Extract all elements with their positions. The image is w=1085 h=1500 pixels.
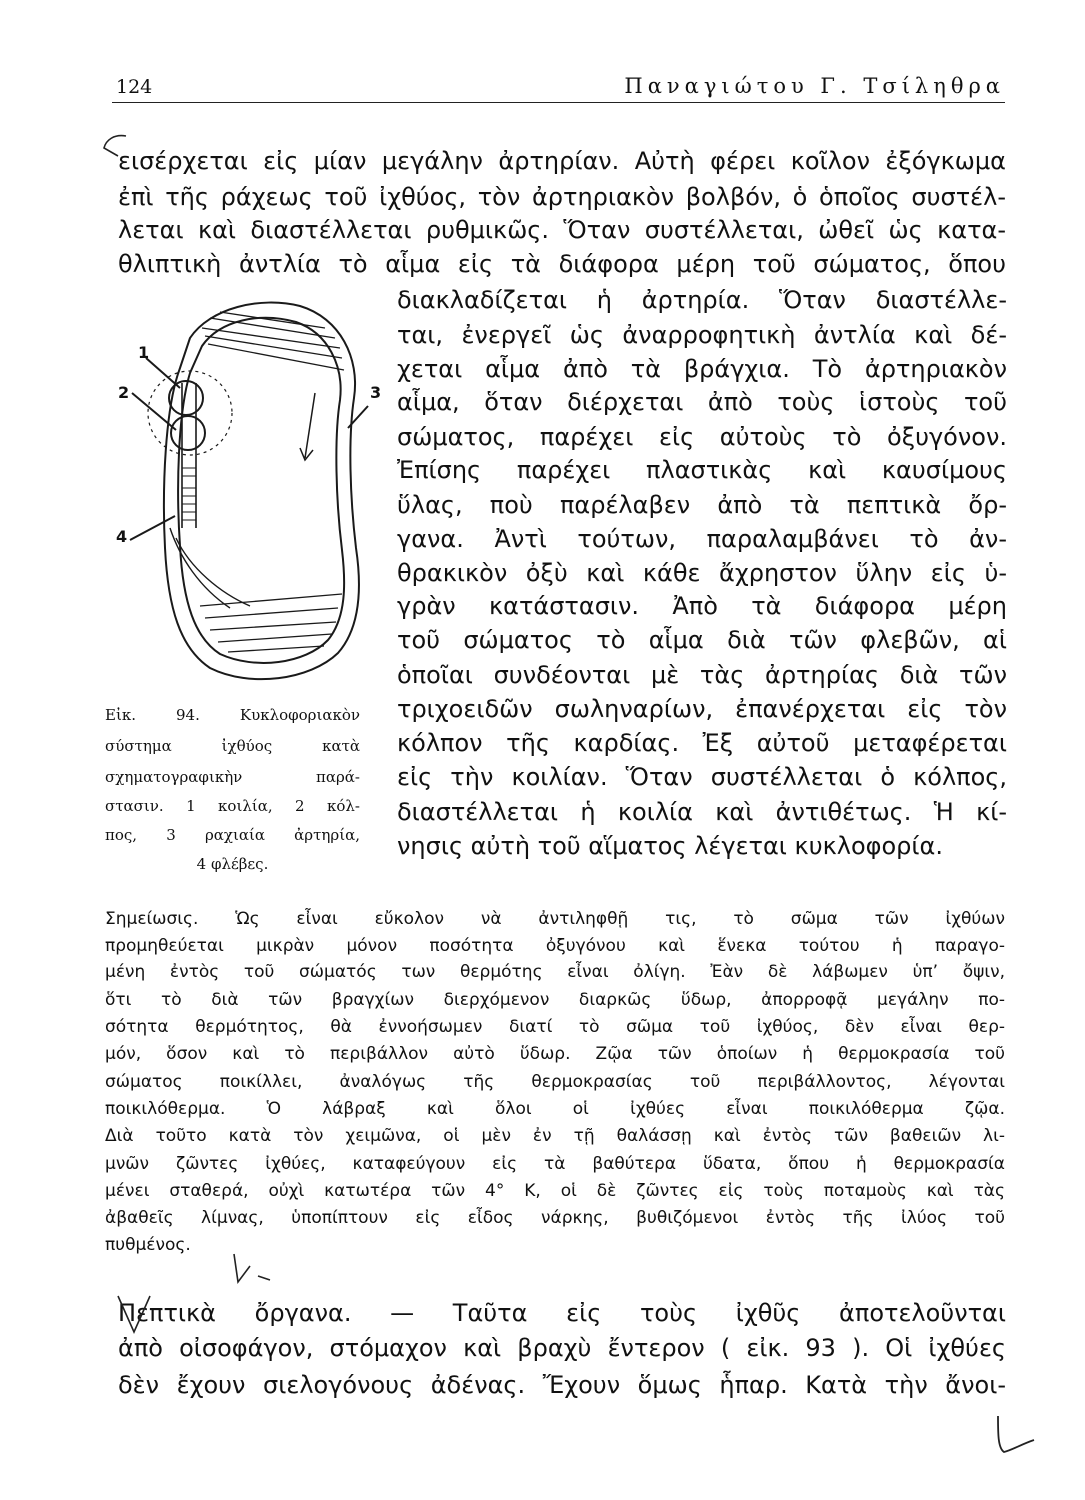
page-header: [112, 72, 1005, 103]
body-line: γρὰν κατάστασιν. Ἀπὸ τὰ διάφορα μέρη: [397, 592, 1007, 620]
pen-mark-bottom: [112, 1292, 162, 1338]
body-line: δὲν ἔχουν σιελογόνους ἀδένας. Ἔχουν ὅμως ἧπαρ. Κατὰ τὴν ἄνοι-: [118, 1371, 1006, 1399]
inner-vessel-loop: [178, 318, 344, 663]
note-line: πυθμένος.: [105, 1235, 191, 1255]
fish-circulation-figure: [110, 288, 380, 693]
body-line: ὁποῖαι συνδέονται μὲ τὰς ἀρτηρίας διὰ τῶν: [397, 661, 1007, 689]
figure-label-3: 3: [370, 383, 382, 402]
note-line: σώματος ποικίλλει, ἀναλόγως τῆς θερμοκρασίας τοῦ περιβάλλοντος, λέγονται: [105, 1072, 1005, 1092]
pen-mark-top: [96, 128, 136, 168]
body-line: τοῦ σώματος τὸ αἷμα διὰ τῶν φλεβῶν, αἱ: [397, 626, 1007, 654]
note-line: μένει σταθερά, οὐχὶ κατωτέρα τῶν 4° Κ, οἱ δὲ ζῶντες εἰς τοὺς ποταμοὺς καὶ τὰς: [105, 1181, 1005, 1201]
body-line: λεται καὶ διαστέλλεται ρυθμικῶς. Ὅταν συστέλλεται, ὠθεῖ ὡς κατα-: [118, 216, 1006, 244]
body-line: Ἐπίσης παρέχει πλαστικὰς καὶ καυσίμους: [397, 456, 1007, 484]
note-line: μένη ἐντὸς τοῦ σώματός των θερμότης εἶναι ὀλίγη. Ἐὰν δὲ λάβωμεν ὑπ’ ὄψιν,: [105, 962, 1005, 982]
body-line: θλιπτικὴ ἀντλία τὸ αἷμα εἰς τὰ διάφορα μέρη τοῦ σώματος, ὅπου: [118, 250, 1006, 278]
body-line: ὕλας, ποὺ παρέλαβεν ἀπὸ τὰ πεπτικὰ ὄρ-: [397, 491, 1007, 519]
heart-atrium: [171, 416, 205, 450]
body-line: αἷμα, ὅταν διέρχεται ἀπὸ τοὺς ἱστοὺς τοῦ: [397, 388, 1007, 416]
body-line: εἰς τὴν κοιλίαν. Ὅταν συστέλλεται ὁ κόλπος,: [397, 763, 1007, 791]
pen-mark-middle: [228, 1250, 278, 1290]
body-line: κόλπον τῆς καρδίας. Ἐξ αὐτοῦ μεταφέρεται: [397, 729, 1007, 757]
figure-caption: πος, 3 ραχιαία ἀρτηρία,: [105, 826, 360, 844]
note-line: Σημείωσις. Ὡς εἶναι εὔκολον νὰ ἀντιληφθῇ τις, τὸ σῶμα τῶν ἰχθύων: [105, 909, 1005, 929]
figure-label-2: 2: [118, 383, 130, 402]
note-line: ἀβαθεῖς λίμνας, ὑποπίπτουν εἰς εἶδος νάρκης, βυθιζόμενοι ἐντὸς τῆς ἰλύος τοῦ: [105, 1208, 1005, 1228]
body-line: τριχοειδῶν σωληναρίων, ἐπανέρχεται εἰς τὸν: [397, 695, 1007, 723]
body-line: ἀπὸ οἰσοφάγον, στόμαχον καὶ βραχὺ ἔντερον ( εἰκ. 93 ). Οἱ ἰχθύες: [118, 1334, 1006, 1362]
figure-caption: σύστημα ἰχθύος κατὰ: [105, 737, 360, 755]
body-line: διαστέλλεται ἡ κοιλία καὶ ἀντιθέτως. Ἡ κί-: [397, 798, 1007, 826]
body-line: εισέρχεται εἰς μίαν μεγάλην ἀρτηρίαν. Αὐτὴ φέρει κοῖλον ἐξόγκωμα: [118, 147, 1006, 175]
running-head: Παναγιώτου Γ. Τσίληθρα: [624, 74, 1005, 98]
body-line: σώματος, παρέχει εἰς αὐτοὺς τὸ ὀξυγόνον.: [397, 423, 1007, 451]
note-line: ποικιλόθερμα. Ὁ λάβραξ καὶ ὅλοι οἱ ἰχθύες εἶναι ποικιλόθερμα ζῷα.: [105, 1099, 1005, 1119]
note-line: σότητα θερμότητος, θὰ ἐννοήσωμεν διατί τὸ σῶμα τοῦ ἰχθύος, δὲν εἶναι θερ-: [105, 1017, 1005, 1037]
figure-caption: σχηματογραφικὴν παρά-: [105, 768, 360, 786]
note-line: προμηθεύεται μικρὰν μόνον ποσότητα ὀξυγόνου καὶ ἕνεκα τούτου ἡ παραγο-: [105, 936, 1005, 956]
note-line: Διὰ τοῦτο κατὰ τὸν χειμῶνα, οἱ μὲν ἐν τῇ θαλάσσῃ καὶ ἐντὸς τῶν βαθειῶν λι-: [105, 1126, 1005, 1146]
body-line: ἐπὶ τῆς ράχεως τοῦ ἰχθύος, τὸν ἀρτηριακὸν βολβόν, ὁ ὁποῖος συστέλ-: [118, 183, 1006, 211]
tissue-vessels-bottom: [200, 594, 342, 652]
body-line: ται, ἐνεργεῖ ὡς ἀναρροφητικὴ ἀντλία καὶ δέ-: [397, 321, 1007, 349]
body-line: Πεπτικὰ ὄργανα. — Ταῦτα εἰς τοὺς ἰχθῦς ἀποτελοῦνται: [118, 1299, 1006, 1327]
body-line: διακλαδίζεται ἡ ἀρτηρία. Ὅταν διαστέλλε-: [397, 286, 1007, 314]
figure-label-4: 4: [116, 527, 128, 546]
page-number: 124: [116, 76, 153, 98]
pen-mark-corner: [990, 1410, 1040, 1460]
body-line: νησις αὐτὴ τοῦ αἵματος λέγεται κυκλοφορία.: [397, 832, 943, 860]
figure-caption: 4 φλέβες.: [196, 855, 269, 873]
figure-label-1: 1: [138, 343, 150, 362]
heart-outline: [148, 371, 232, 455]
note-line: μνῶν ζῶντες ἰχθύες, καταφεύγουν εἰς τὰ βαθύτερα ὕδατα, ὅπου ἡ θερμοκρασία: [105, 1154, 1005, 1174]
note-line: μόν, ὅσον καὶ τὸ περιβάλλον αὐτὸ ὕδωρ. Ζῷα τῶν ὁποίων ἡ θερμοκρασία τοῦ: [105, 1044, 1005, 1064]
body-line: χεται αἷμα ἀπὸ τὰ βράγχια. Τὸ ἀρτηριακὸν: [397, 355, 1007, 383]
note-line: ὅτι τὸ διὰ τῶν βραγχίων διερχόμενον διαρκῶς ὕδωρ, ἀπορροφᾷ μεγάλην πο-: [105, 990, 1005, 1010]
body-line: γανα. Ἀντὶ τούτων, παραλαμβάνει τὸ ἀν-: [397, 525, 1007, 553]
body-line: θρακικὸν ὀξὺ καὶ κάθε ἄχρηστον ὕλην εἰς ὑ-: [397, 559, 1007, 587]
figure-caption: Εἰκ. 94. Κυκλοφοριακὸν: [105, 706, 360, 724]
flow-arrow: [300, 393, 315, 460]
figure-caption: στασιν. 1 κοιλία, 2 κόλ-: [105, 797, 360, 815]
